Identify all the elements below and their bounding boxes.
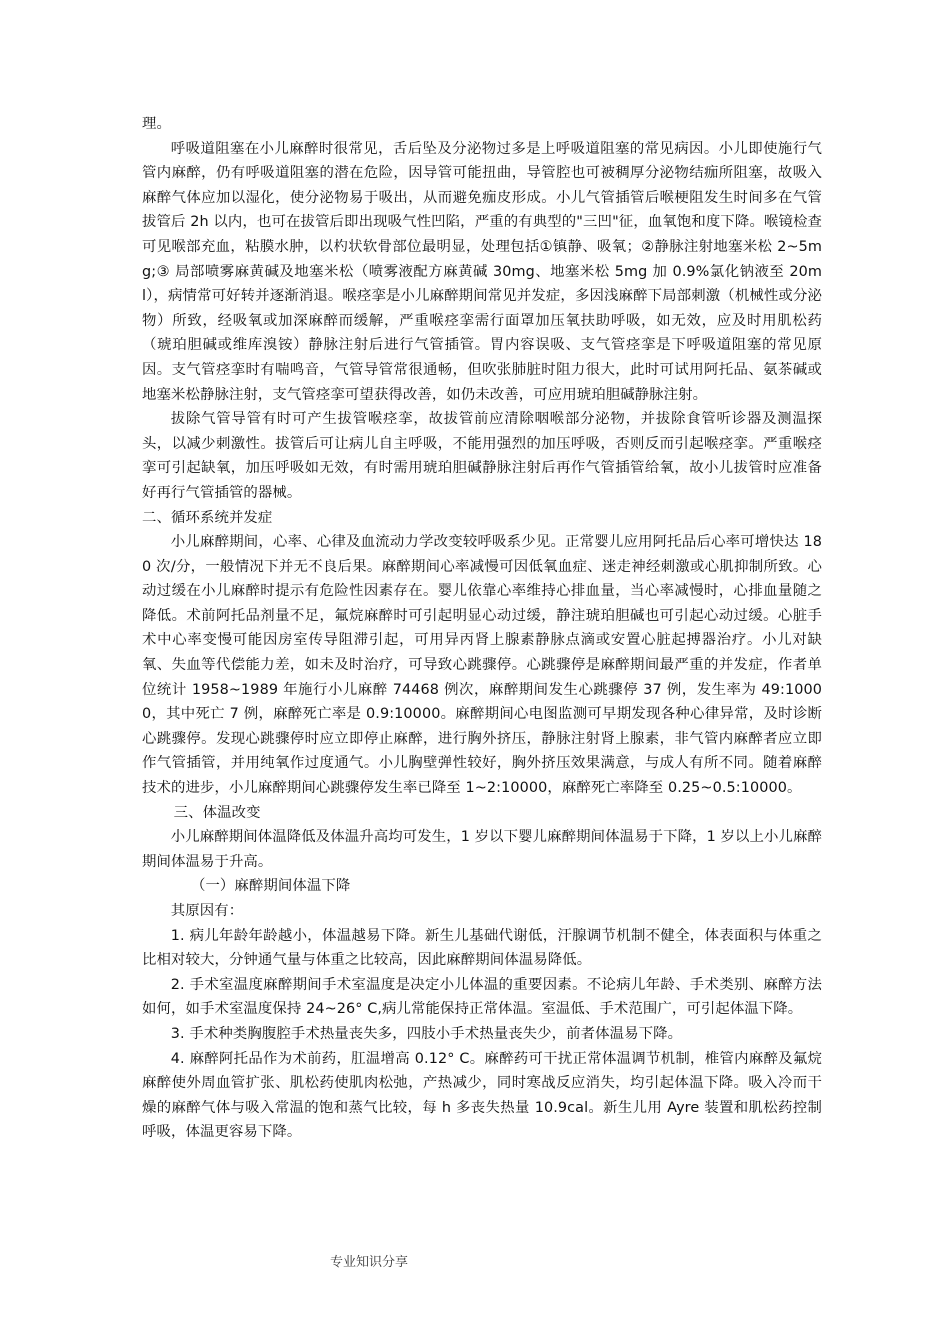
paragraph-extubation: 拔除气管导管有时可产生拔管喉痉挛，故拔管前应清除咽喉部分泌物，并拔除食管听诊器及测温探头，以减少刺激性。拔管后可让病儿自主呼吸，不能用强烈的加压呼吸，否则反而引起喉痉挛。严重喉痉挛可引起缺氧，加压呼吸如无效，有时需用琥珀胆碱静脉注射后再作气管插管给氧，故小儿拔管时应准备好再行气管插管的器械。 [142, 411, 822, 501]
page-footer: 专业知识分享 [330, 1255, 409, 1270]
list-item-cause-4: 4. 麻醉阿托品作为术前药，肛温增高 0.12° C。麻醉药可干扰正常体温调节机制，椎管内麻醉及氟烷麻醉使外周血管扩张、肌松药使肌肉松弛，产热减少，同时寒战反应消失，均引起体温下降。吸入冷而干燥的麻醉气体与吸入常温的饱和蒸气比较，每 h 多丧失热量 10.9cal。新生儿用 Ayre 装置和肌松药控制呼吸，体温更容易下降。 [142, 1050, 822, 1141]
paragraph-circulatory: 小儿麻醉期间，心率、心律及血流动力学改变较呼吸系少见。正常婴儿应用阿托品后心率可增快达 180 次/分，一般情况下并无不良后果。麻醉期间心率减慢可因低氧血症、迷走神经刺激或心肌抑制所致。心动过缓在小儿麻醉时提示有危险性因素存在。婴儿依靠心率维持心排血量，当心率减慢时，心排血量随之降低。术前阿托品剂量不足，氟烷麻醉时可引起明显心动过缓，静注琥珀胆碱也可引起心动过缓。心脏手术中心率变慢可能因房室传导阻滞引起，可用异丙肾上腺素静脉点滴或安置心脏起搏器治疗。小儿对缺氧、失血等代偿能力差，如未及时治疗，可导致心跳骤停。心跳骤停是麻醉期间最严重的并发症，作者单位统计 1958~1989 年施行小儿麻醉 74468 例次，麻醉期间发生心跳骤停 37 例，发生率为 49:10000，其中死亡 7 例，麻醉死亡率是 0.9:10000。麻醉期间心电图监测可早期发现各种心律异常，及时诊断心跳骤停。发现心跳骤停时应立即停止麻醉，进行胸外挤压，静脉注射肾上腺素，非气管内麻醉者应立即作气管插管，并用纯氧作过度通气。小儿胸壁弹性较好，胸外挤压效果满意，与成人有所不同。随着麻醉技术的进步，小儿麻醉期间心跳骤停发生率已降至 1~2:10000，麻醉死亡率降至 0.25~0.5:10000。 [142, 534, 822, 797]
list-item-cause-3: 3. 手术种类胸腹腔手术热量丧失多，四肢小手术热量丧失少，前者体温易下降。 [170, 1025, 683, 1042]
list-item-cause-1: 1. 病儿年龄年龄越小，体温越易下降。新生儿基础代谢低，汗腺调节机制不健全，体表面积与体重之比相对较大，分钟通气量与体重之比较高，因此麻醉期间体温易降低。 [142, 927, 822, 969]
paragraph-causes-intro: 其原因有： [170, 903, 244, 919]
list-item-cause-2: 2. 手术室温度麻醉期间手术室温度是决定小儿体温的重要因素。不论病儿年龄、手术类别、麻醉方法如何，如手术室温度保持 24~26° C,病儿常能保持正常体温。室温低、手术范围广，可引起体温下降。 [142, 976, 822, 1018]
section-heading-circulatory: 二、循环系统并发症 [142, 509, 273, 526]
paragraph-continuation: 理。 [142, 116, 171, 132]
document-body [142, 112, 822, 1145]
paragraph-airway-obstruction: 呼吸道阻塞在小儿麻醉时很常见，舌后坠及分泌物过多是上呼吸道阻塞的常见病因。小儿即使施行气管内麻醉，仍有呼吸道阻塞的潜在危险，因导管可能扭曲，导管腔也可被稠厚分泌物结痂所阻塞，故吸入麻醉气体应加以湿化，使分泌物易于吸出，从而避免痂皮形成。小儿气管插管后喉梗阻发生时间多在气管拔管后 2h 以内，也可在拔管后即出现吸气性凹陷，严重的有典型的"三凹"征，血氧饱和度下降。喉镜检查可见喉部充血，粘膜水肿，以杓状软骨部位最明显，处理包括①镇静、吸氧；②静脉注射地塞米松 2~5mg;③ 局部喷雾麻黄碱及地塞米松（喷雾液配方麻黄碱 30mg、地塞米松 5mg 加 0.9%氯化钠液至 20ml），病情常可好转并逐渐消退。喉痉挛是小儿麻醉期间常见并发症，多因浅麻醉下局部刺激（机械性或分泌物）所致，经吸氧或加深麻醉而缓解，严重喉痉挛需行面罩加压氧扶助呼吸，如无效，应及时用肌松药（琥珀胆碱或维库溴铵）静脉注射后进行气管插管。胃内容误吸、支气管痉挛是下呼吸道阻塞的常见原因。支气管痉挛时有喘鸣音，气管导管常很通畅，但吹张肺脏时阻力很大，此时可试用阿托品、氨茶碱或地塞米松静脉注射，支气管痉挛可望获得改善，如仍未改善，可应用琥珀胆碱静脉注射。 [142, 140, 822, 403]
section-heading-temperature: 三、体温改变 [173, 804, 261, 821]
subsection-heading-temperature-drop: （一）麻醉期间体温下降 [190, 878, 351, 895]
paragraph-temperature-intro: 小儿麻醉期间体温降低及体温升高均可发生，1 岁以下婴儿麻醉期间体温易于下降，1 岁以上小儿麻醉期间体温易于升高。 [142, 829, 822, 870]
